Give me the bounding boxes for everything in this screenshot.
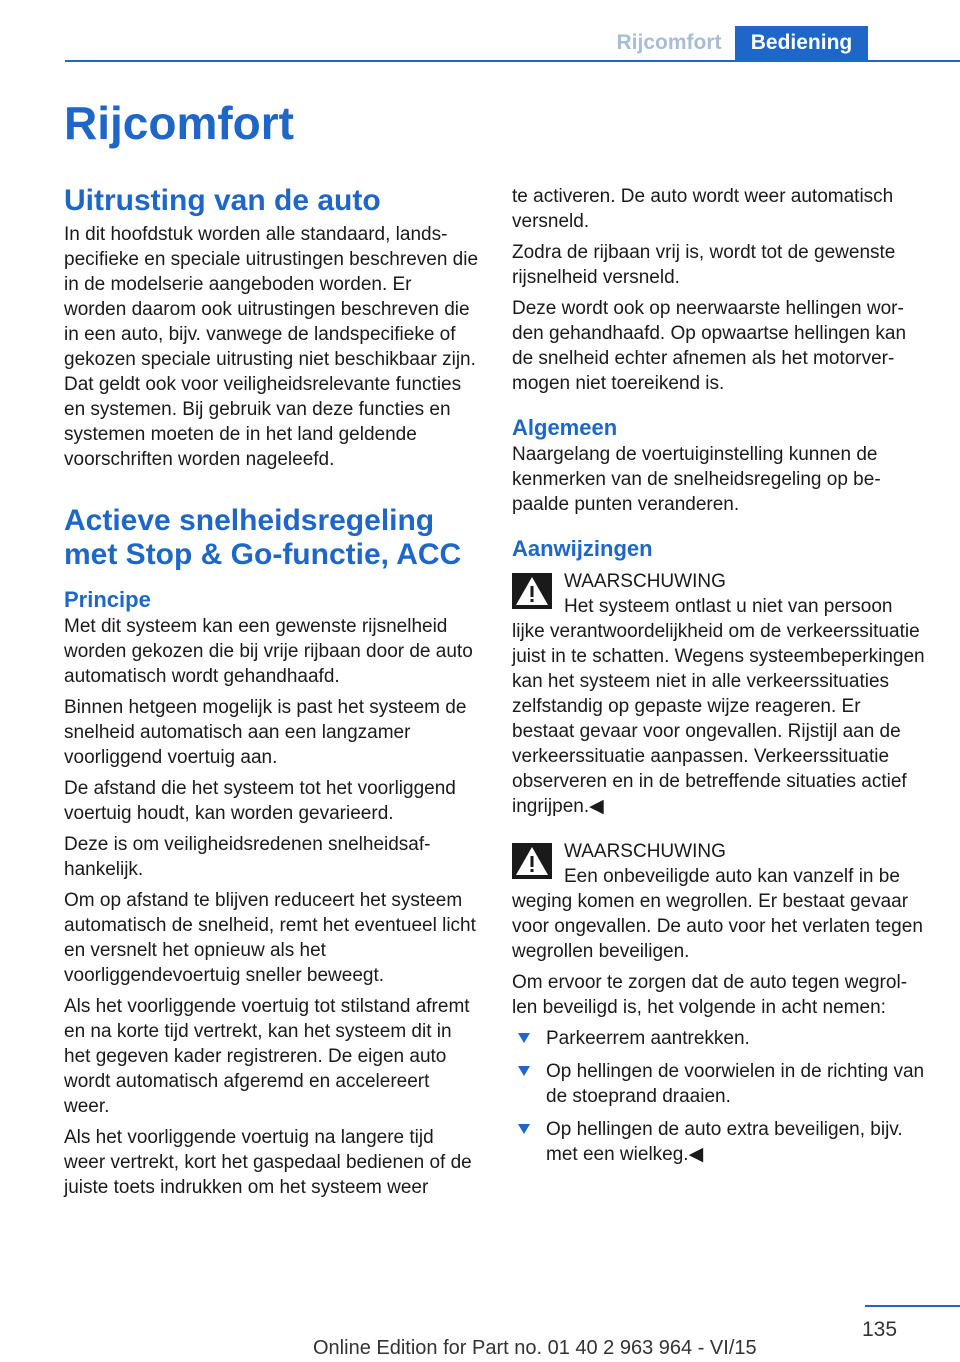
list-item-text: Op hellingen de auto extra beveiligen, bijv. met een wielkeg.◀ [546, 1119, 903, 1165]
paragraph: te activeren. De auto wordt weer automatisch versneld. [512, 186, 894, 232]
header-divider [65, 60, 960, 62]
paragraph-secure: Om ervoor te zorgen dat de auto tegen wegrollen beveiligd is, het volgende in acht nemen: [512, 972, 908, 1018]
heading-general: Algemeen [512, 415, 618, 440]
edition-text: Online Edition for Part no. 01 40 2 963 964 - VI/15 [313, 1337, 757, 1359]
paragraph: De afstand die het systeem tot het voorliggend voertuig houdt, kan worden gevarieerd. [64, 778, 456, 824]
footer-divider [865, 1305, 960, 1307]
warning-first-line: Een onbeveiligde auto kan vanzelf in be [564, 866, 900, 887]
chapter-tab[interactable]: Rijcomfort [616, 31, 722, 54]
paragraph: Zodra de rijbaan vrij is, wordt tot de gewenste rijsnelheid versneld. [512, 242, 896, 288]
list-item [512, 1059, 925, 1109]
warning-title: WAARSCHUWING [564, 571, 726, 592]
warning-text: weging komen en wegrollen. Er bestaat gevaar voor ongevallen. De auto voor het verlaten tegen wegrollen beveiligen. [512, 891, 923, 962]
warning-title: WAARSCHUWING [564, 841, 726, 862]
list-item-text: Parkeerrem aantrekken. [546, 1028, 750, 1049]
warning-box [512, 569, 925, 819]
paragraph: Binnen hetgeen mogelijk is past het systeem de snelheid automatisch aan een langzamer voorliggend voertuig aan. [64, 697, 467, 768]
paragraph: Om op afstand te blijven reduceert het systeem automatisch de snelheid, remt het eventueel licht en versnelt het opnieuw als het voorliggendevoertuig sneller beweegt. [64, 890, 476, 986]
heading-acc: Actieve snelheidsregeling met Stop & Go-functie, ACC [64, 504, 462, 571]
page-number: 135 [862, 1318, 898, 1341]
warning-first-line: Het systeem ontlast u niet van persoon [564, 596, 893, 617]
warning-box [512, 839, 925, 964]
list-item-text: Op hellingen de voorwielen in de richting van de stoeprand draaien. [546, 1061, 925, 1107]
bullet-list [512, 1026, 925, 1167]
warning-text: lijke verantwoordelijkheid om de verkeerssituatie juist in te schatten. Wegens systeembeperkingen kan het systeem niet in alle verkeerssituaties zelfstandig op gepaste wijze reageren. Er bestaat gevaar voor ongevallen. Rijstijl aan de verkeerssituatie aanpassen. Verkeerssituatie observeren en in de betreffende situaties actief ingrijpen.◀ [512, 621, 925, 817]
section-tab[interactable]: Bediening [735, 26, 868, 62]
heading-equipment: Uitrusting van de auto [64, 184, 381, 217]
paragraph: Met dit systeem kan een gewenste rijsnelheid worden gekozen die bij vrije rijbaan door de auto automatisch wordt gehandhaafd. [64, 616, 473, 687]
page-title: Rijcomfort [64, 97, 294, 149]
page-header [0, 0, 960, 62]
triangle-bullet-icon [518, 1124, 530, 1134]
paragraph: Deze is om veiligheidsredenen snelheidsafhankelijk. [64, 834, 431, 880]
warning-icon [512, 843, 552, 879]
paragraph: Als het voorliggende voertuig tot stilstand afremt en na korte tijd vertrekt, kan het systeem dit in het gegeven kader registreren. De eigen auto wordt automatisch afgeremd en accelereert weer. [64, 996, 470, 1117]
warning-icon [512, 573, 552, 609]
triangle-bullet-icon [518, 1033, 530, 1043]
triangle-bullet-icon [518, 1066, 530, 1076]
list-item [512, 1117, 925, 1167]
list-item [512, 1026, 925, 1051]
heading-notes: Aanwijzingen [512, 536, 653, 561]
right-column [512, 184, 925, 1175]
heading-principle: Principe [64, 587, 151, 612]
paragraph: Als het voorliggende voertuig na langere tijd weer vertrekt, kort het gaspedaal bedienen of de juiste toets indrukken om het systeem weer [64, 1127, 472, 1198]
paragraph: Deze wordt ook op neerwaarste hellingen worden gehandhaafd. Op opwaartse hellingen kan de snelheid echter afnemen als het motorvermogen niet toereikend is. [512, 298, 907, 394]
paragraph-equipment: In dit hoofdstuk worden alle standaard, landspecifieke en speciale uitrustingen beschreven die in de modelserie aangeboden worden. Er worden daarom ook uitrustingen beschreven die in een auto, bijv. vanwege de landspecifieke of gekozen speciale uitrusting niet beschikbaar zijn. Dat geldt ook voor veiligheidsrelevante functies en systemen. Bij gebruik van deze functies en systemen moeten de in het land geldende voorschriften worden nageleefd. [64, 224, 479, 470]
paragraph-general: Naargelang de voertuiginstelling kunnen de kenmerken van de snelheidsregeling op bepaalde punten veranderen. [512, 444, 881, 515]
left-column [64, 184, 479, 1206]
